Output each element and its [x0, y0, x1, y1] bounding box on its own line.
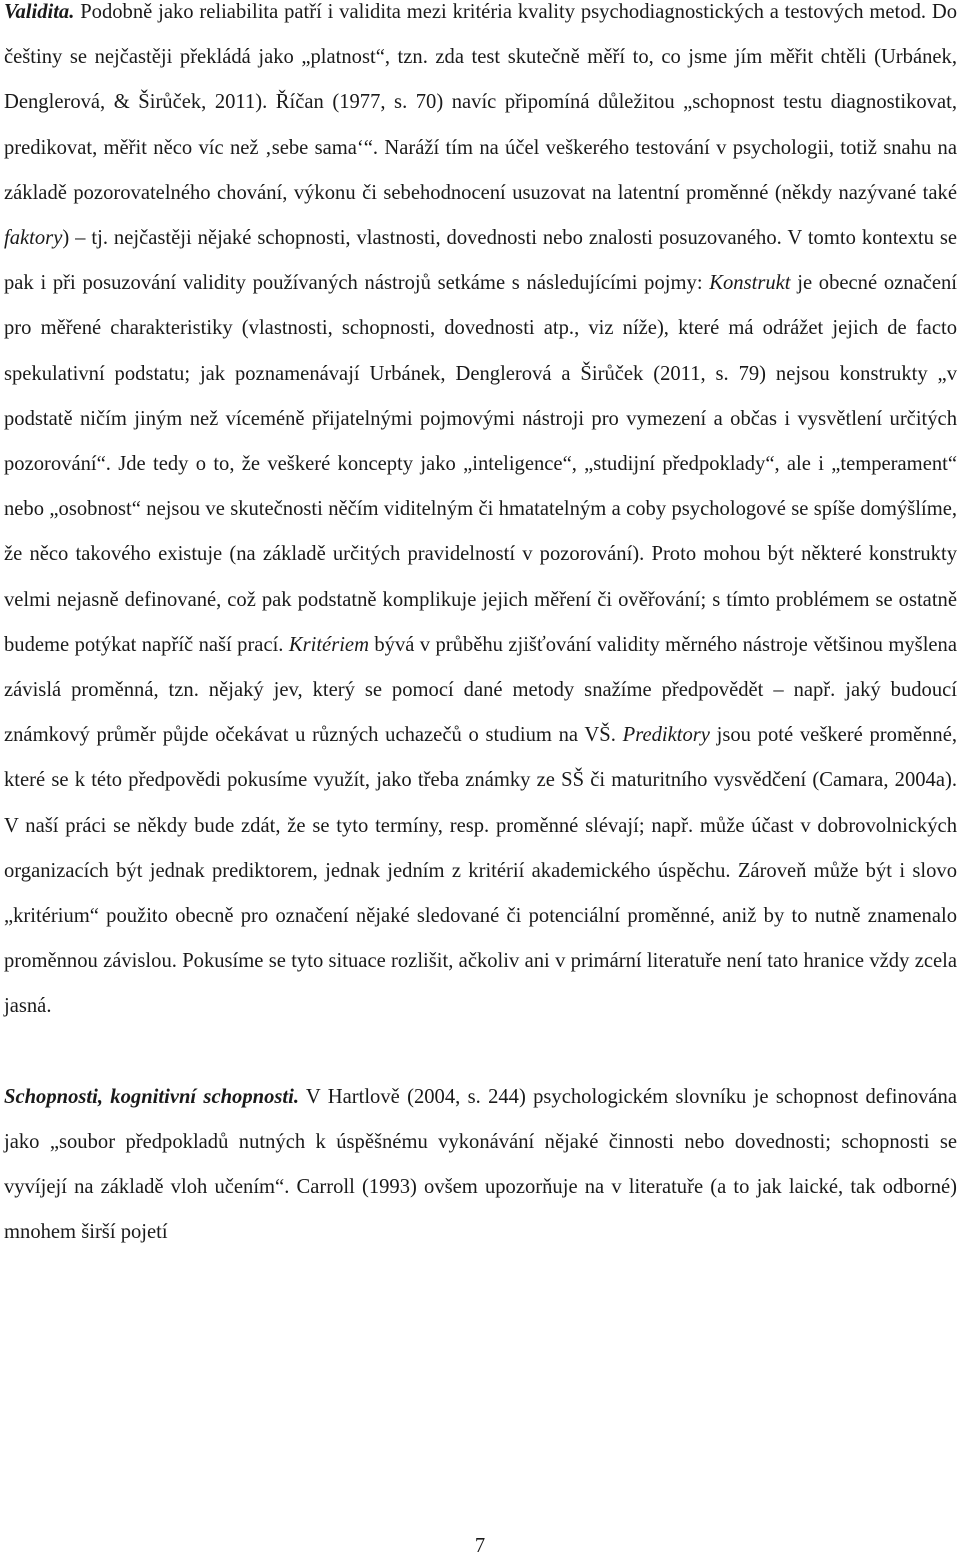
paragraph-text: bývá v průběhu zjišťování validity měrného nástroje většinou myšlena závislá proměnná, tzn. nějaký jev, který se pomocí dané metody snažíme předpovědět – např. jaký budoucí známkový průměr půjde očekávat u různých uchazečů o studium na VŠ. — [4, 633, 957, 747]
page-number: 7 — [474, 1535, 486, 1557]
italic-term-kriteriem: Kritériem — [288, 633, 369, 656]
document-page — [4, 0, 957, 1255]
italic-term-prediktory: Prediktory — [622, 724, 710, 747]
term-heading-validita: Validita. — [4, 1, 75, 23]
paragraph-text: je obecné označení pro měřené charakteristiky (vlastnosti, schopnosti, dovednosti atp., viz níže), které má odrážet jejich de facto spekulativní podstatu; jak poznamenávají Urbánek, Denglerová a Širůček (2011, s. 79) nejsou konstrukty „v podstatě ničím jiným než víceméně přijatelnými pojmovými nástroji pro vymezení a občas i vysvětlení určitých pozorování“. Jde tedy o to, že veškeré koncepty jako „inteligence“, „studijní předpoklady“, ale i „temperament“ nebo „osobnost“ nejsou ve skutečnosti něčím viditelným či hmatatelným a coby psychologové se spíše domýšlíme, že něco takového existuje (na základě určitých pravidelností v pozorování). Proto mohou být některé konstrukty velmi nejasně definované, což pak podstatně komplikuje jejich měření či ověřování; s tímto problémem se ostatně budeme potýkat napříč naší prací. — [4, 272, 958, 656]
paragraph-text: V Hartlově (2004, s. 244) psychologickém slovníku je schopnost definována jako „soubor předpokladů nutných k úspěšnému vykonávání nějaké činnosti nebo dovednosti; schopnosti se vyvíjejí na základě vloh učením“. Carroll (1993) ovšem upozorňuje na v literatuře (a to jak laické, tak odborné) mnohem širší pojetí — [4, 1085, 957, 1244]
paragraph-text: Podobně jako reliabilita patří i validita mezi kritéria kvality psychodiagnostických a testových metod. Do češtiny se nejčastěji překládá jako „platnost“, tzn. zda test skutečně měří to, co jsme jím měřit chtěli (Urbánek, Denglerová, & Širůček, 2011). Říčan (1977, s. 70) navíc připomíná důležitou „schopnost testu diagnostikovat, predikovat, měřit něco víc než ‚sebe sama‘“. Naráží tím na účel veškerého testování v psychologii, totiž snahu na základě pozorovatelného chování, výkonu či sebehodnocení usuzovat na latentní proměnné (někdy nazývané také — [4, 1, 957, 204]
paragraph-text: jsou poté veškeré proměnné, které se k této předpovědi pokusíme využít, jako třeba známky ze SŠ či maturitního vysvědčení (Camara, 2004a). V naší práci se někdy bude zdát, že se tyto termíny, resp. proměnné slévají; např. může účast v dobrovolnických organizacích být jednak prediktorem, jednak jedním z kritérií akademického úspěchu. Zároveň může být i slovo „kritérium“ použito obecně pro označení nějaké sledované či potenciální proměnné, aniž by to nutně znamenalo proměnnou závislou. Pokusíme se tyto situace rozlišit, ačkoliv ani v primární literatuře není tato hranice vždy zcela jasná. — [4, 724, 957, 1018]
paragraph-validita — [4, 0, 957, 1030]
paragraph-text: ) – tj. nejčastěji nějaké schopnosti, vlastnosti, dovednosti nebo znalosti posuzovaného. V tomto kontextu se pak i při posuzování validity používaných nástrojů setkáme s následujícími pojmy: — [4, 227, 957, 295]
italic-term-konstrukt: Konstrukt — [709, 272, 791, 295]
paragraph-schopnosti — [4, 1075, 957, 1256]
italic-term-faktory: faktory — [4, 227, 63, 250]
term-heading-schopnosti: Schopnosti, kognitivní schopnosti. — [4, 1085, 299, 1108]
